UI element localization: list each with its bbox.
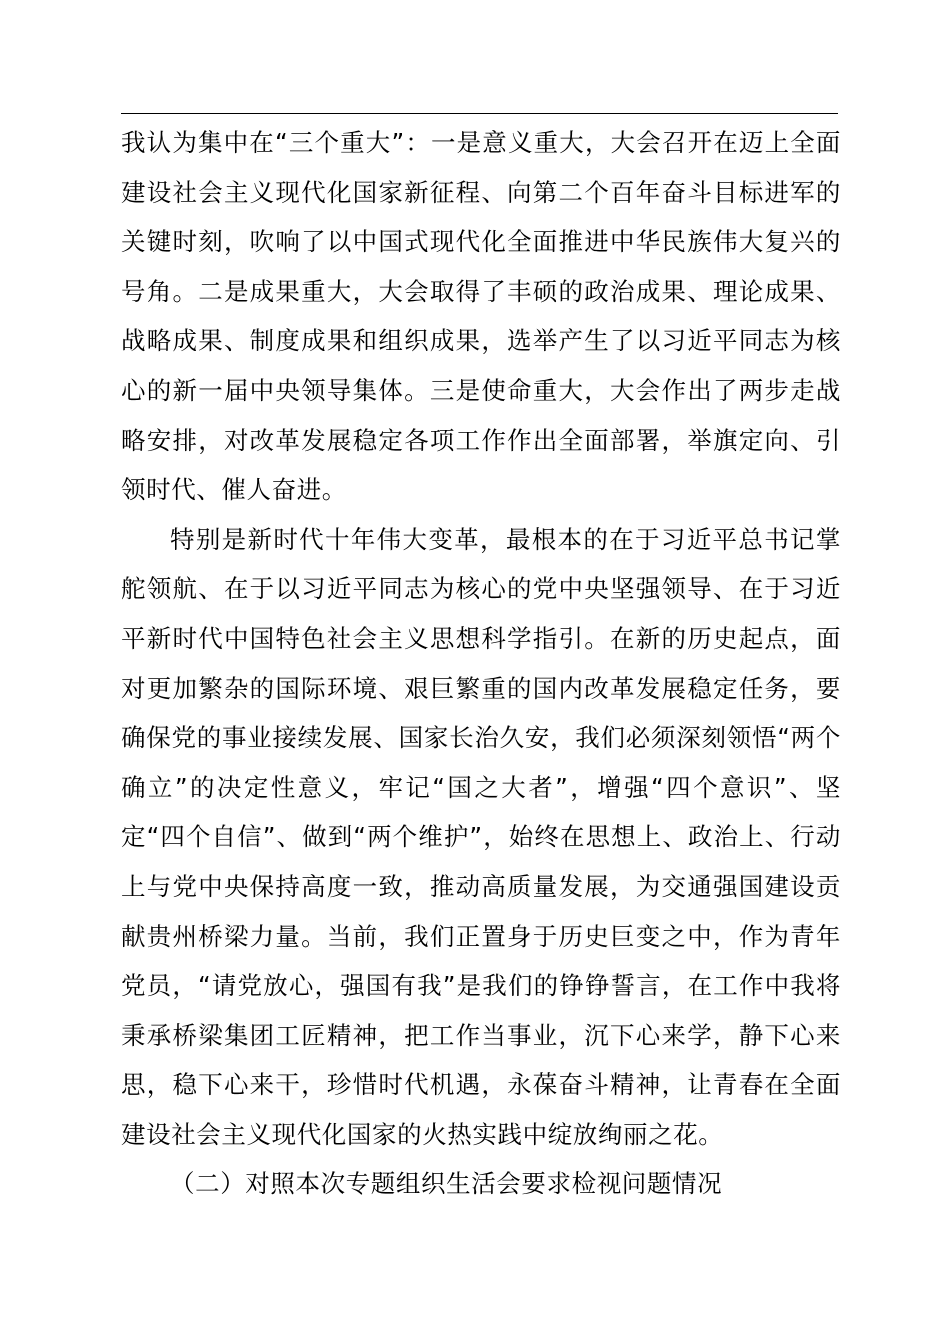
header-rule [121, 113, 838, 114]
section-heading: （二）对照本次专题组织生活会要求检视问题情况 [170, 1169, 723, 1199]
document-body [121, 118, 841, 1209]
paragraph-new-era: 特别是新时代十年伟大变革，最根本的在于习近平总书记掌舵领航、在于以习近平同志为核心的党中央坚强领导、在于习近平新时代中国特色社会主义思想科学指引。在新的历史起点，面对更加繁杂的国际环境、艰巨繁重的国内改革发展稳定任务，要确保党的事业接续发展、国家长治久安，我们必须深刻领悟“两个确立”的决定性意义，牢记“国之大者”，增强“四个意识”、坚定“四个自信”、做到“两个维护”，始终在思想上、政治上、行动上与党中央保持高度一致，推动高质量发展，为交通强国建设贡献贵州桥梁力量。当前，我们正置身于历史巨变之中，作为青年党员，“请党放心，强国有我”是我们的铮铮誓言，在工作中我将秉承桥梁集团工匠精神，把工作当事业，沉下心来学，静下心来思，稳下心来干，珍惜时代机遇，永葆奋斗精神，让青春在全面建设社会主义现代化国家的火热实践中绽放绚丽之花。 [121, 524, 841, 1149]
paragraph-continuation: 我认为集中在“三个重大”：一是意义重大，大会召开在迈上全面建设社会主义现代化国家新征程、向第二个百年奋斗目标进军的关键时刻，吹响了以中国式现代化全面推进中华民族伟大复兴的号角。二是成果重大，大会取得了丰硕的政治成果、理论成果、战略成果、制度成果和组织成果，选举产生了以习近平同志为核心的新一届中央领导集体。三是使命重大，大会作出了两步走战略安排，对改革发展稳定各项工作作出全面部署，举旗定向、引领时代、催人奋进。 [121, 128, 841, 505]
